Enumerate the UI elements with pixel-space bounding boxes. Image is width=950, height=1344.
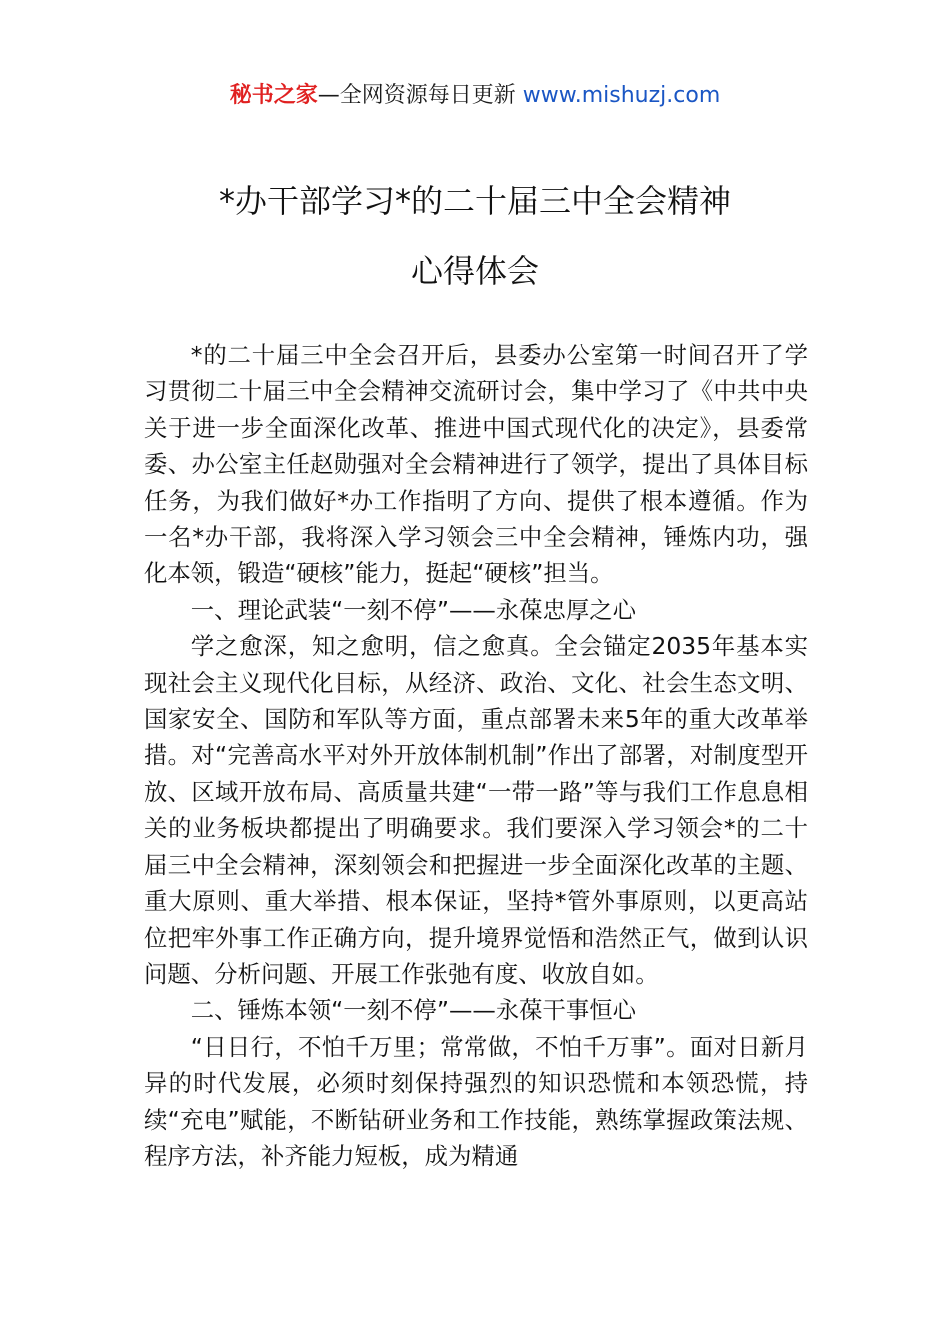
body-paragraph-intro: *的二十届三中全会召开后，县委办公室第一时间召开了学习贯彻二十届三中全会精神交流研讨会，集中学习了《中共中央关于进一步全面深化改革、推进中国式现代化的决定》，县委常委、办公室主任赵勋强对全会精神进行了领学，提出了具体目标任务，为我们做好*办工作指明了方向、提供了根本遵循。作为一名*办干部，我将深入学习领会三中全会精神，锤炼内功，强化本领，锻造“硬核”能力，挺起“硬核”担当。 (144, 341, 808, 588)
document-title-line-1: *办干部学习*的二十届三中全会精神 (218, 182, 731, 220)
section-heading-1: 一、理论武装“一刻不停”——永葆忠厚之心 (190, 595, 637, 624)
site-url-link[interactable]: www.mishuzj.com (522, 83, 721, 108)
body-paragraph-section-2: “日日行，不怕千万里；常常做，不怕千万事”。面对日新月异的时代发展，必须时刻保持强烈的知识恐慌和本领恐慌，持续“充电”赋能，不断钻研业务和工作技能，熟练掌握政策法规、程序方法，补齐能力短板，成为精通 (144, 1032, 808, 1170)
site-tagline: —全网资源每日更新 (317, 83, 523, 108)
document-title-line-2: 心得体会 (410, 252, 539, 290)
site-brand: 秘书之家 (229, 83, 318, 108)
section-heading-2: 二、锤炼本领“一刻不停”——永葆干事恒心 (190, 996, 637, 1025)
document-body (144, 337, 808, 1174)
body-paragraph-section-1: 学之愈深，知之愈明，信之愈真。全会锚定2035年基本实现社会主义现代化目标，从经济、政治、文化、社会生态文明、国家安全、国防和军队等方面，重点部署未来5年的重大改革举措。对“完善高水平对外开放体制机制”作出了部署，对制度型开放、区域开放布局、高质量共建“一带一路”等与我们工作息息相关的业务板块都提出了明确要求。我们要深入学习领会*的二十届三中全会精神，深刻领会和把握进一步全面深化改革的主题、重大原则、重大举措、根本保证，坚持*管外事原则，以更高站位把牢外事工作正确方向，提升境界觉悟和浩然正气，做到认识问题、分析问题、开展工作张弛有度、收放自如。 (144, 632, 808, 988)
site-header (0, 78, 950, 114)
